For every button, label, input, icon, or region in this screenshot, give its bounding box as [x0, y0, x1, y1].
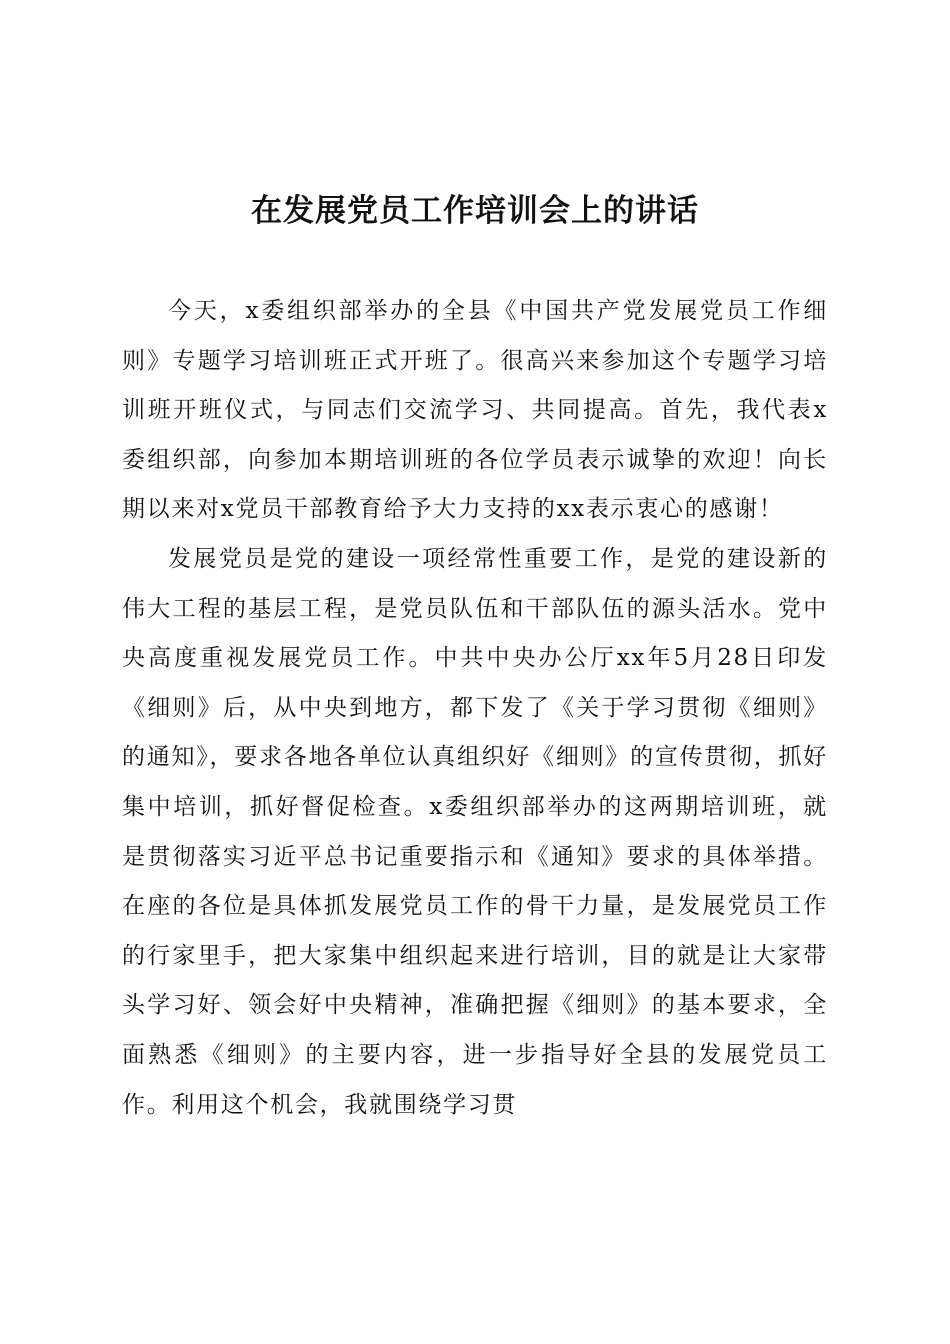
document-title: 在发展党员工作培训会上的讲话 [251, 193, 699, 229]
document-body [122, 287, 828, 1130]
paragraph-1: 今天，x委组织部举办的全县《中国共产党发展党员工作细则》专题学习培训班正式开班了。很高兴来参加这个专题学习培训班开班仪式，与同志们交流学习、共同提高。首先，我代表x委组织部，向参加本期培训班的各位学员表示诚挚的欢迎！向长期以来对x党员干部教育给予大力支持的xx表示衷心的感谢！ [122, 298, 828, 523]
paragraph-2: 发展党员是党的建设一项经常性重要工作，是党的建设新的伟大工程的基层工程，是党员队伍和干部队伍的源头活水。党中央高度重视发展党员工作。中共中央办公厅xx年5月28日印发《细则》后，从中央到地方，都下发了《关于学习贯彻《细则》的通知》，要求各地各单位认真组织好《细则》的宣传贯彻，抓好集中培训，抓好督促检查。x委组织部举办的这两期培训班，就是贯彻落实习近平总书记重要指示和《通知》要求的具体举措。在座的各位是具体抓发展党员工作的骨干力量，是发展党员工作的行家里手，把大家集中组织起来进行培训，目的就是让大家带头学习好、领会好中央精神，准确把握《细则》的基本要求，全面熟悉《细则》的主要内容，进一步指导好全县的发展党员工作。利用这个机会，我就围绕学习贯 [122, 545, 828, 1118]
